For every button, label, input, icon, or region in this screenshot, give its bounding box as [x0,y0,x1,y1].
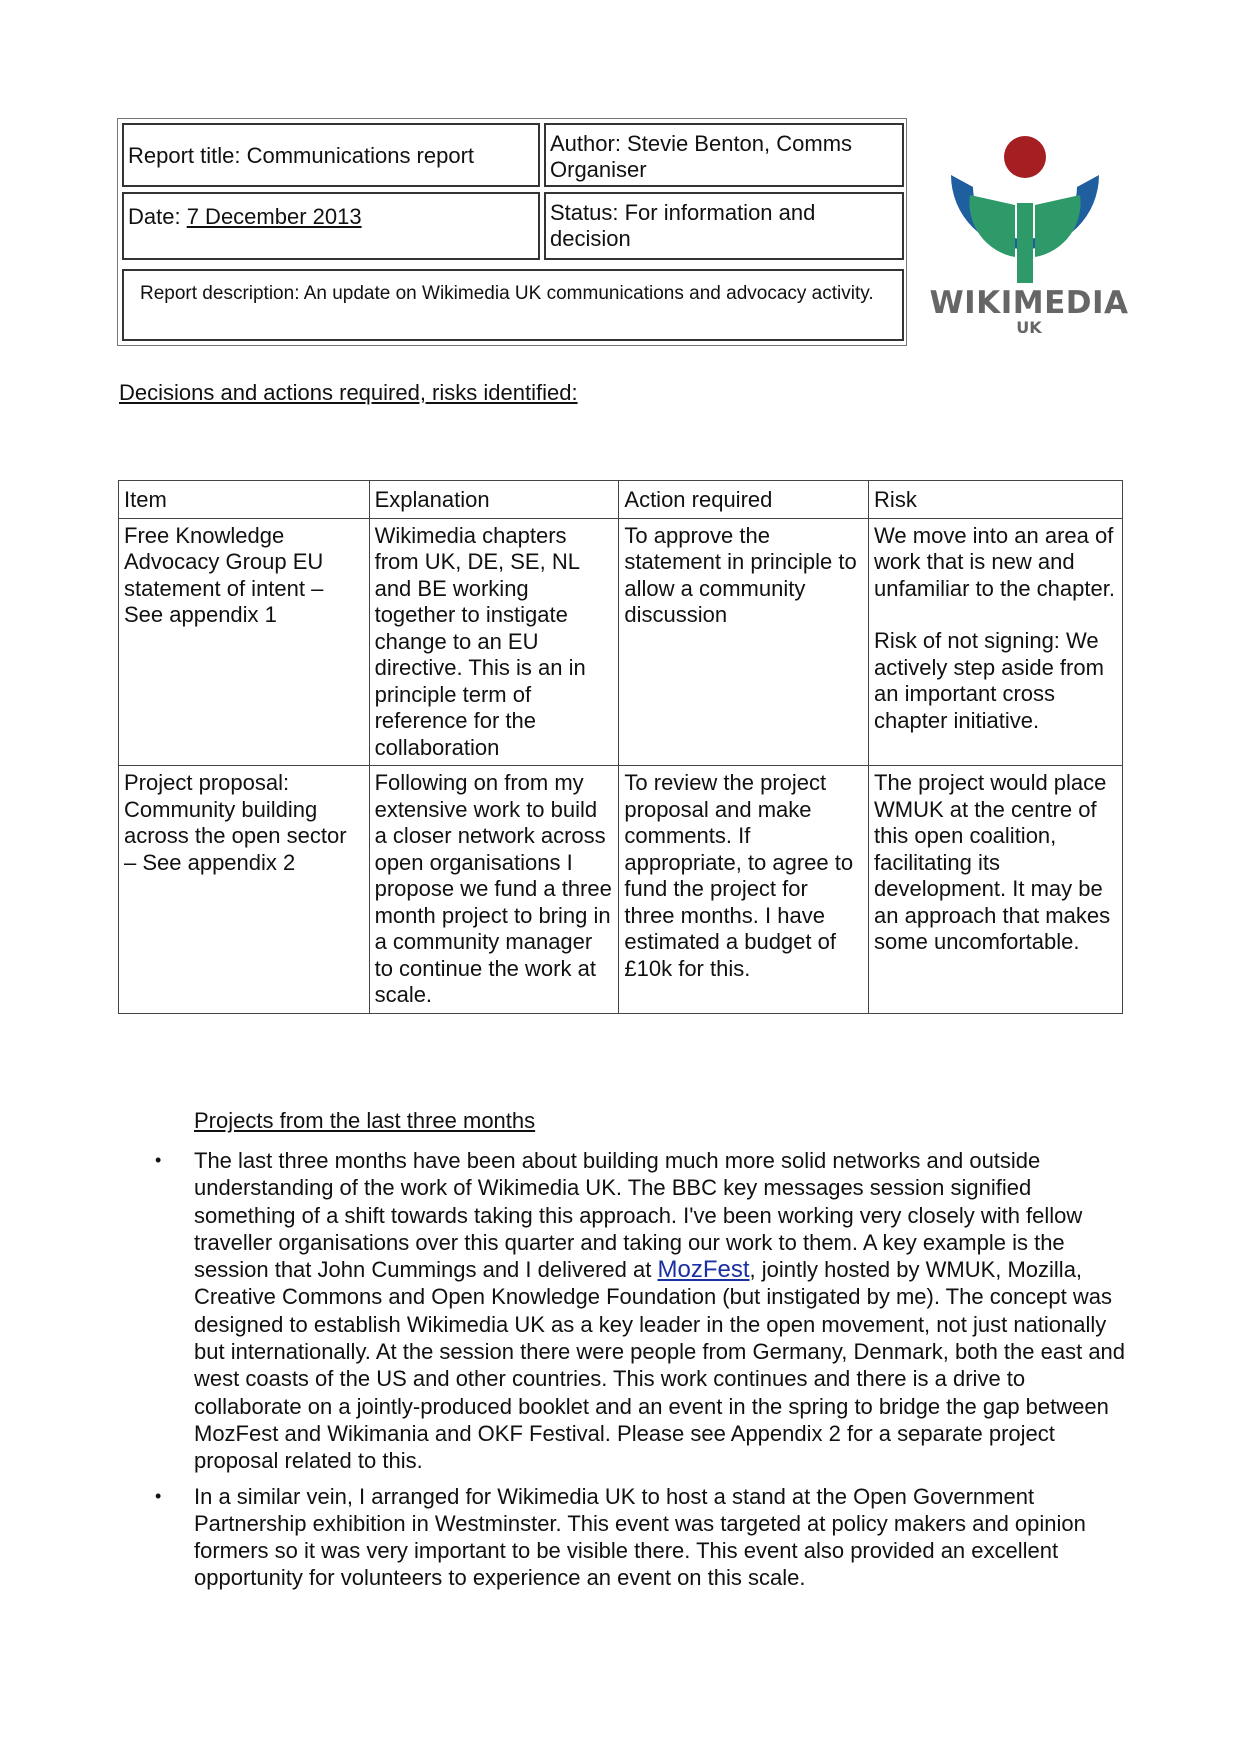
cell-item: Project proposal: Community building across the open sector – See appendix 2 [119,766,370,1014]
cell-explanation: Following on from my extensive work to build a closer network across open organisations I propose we fund a three month project to bring in a community manager to continue the work at scale. [369,766,619,1014]
bullet-icon: • [155,1150,162,1170]
logo-wordmark: WIKIMEDIA [929,285,1129,321]
list-item: • In a similar vein, I arranged for Wikimedia UK to host a stand at the Open Government Partnership exhibition in Westminster. This event was targeted at policy makers and opinion formers so it was very important to be visible there. This event also provided an excellent opportunity for volunteers to experience an event on this scale. [155,1483,1086,1591]
logo-red-circle [1004,136,1046,178]
mozfest-link[interactable]: MozFest [657,1256,750,1284]
projects-heading: Projects from the last three months [194,1108,536,1133]
logo-subtitle: UK [1016,318,1042,337]
report-header [117,118,907,346]
report-description: Report description: An update on Wikimedia UK communications and advocacy activity. [122,269,904,341]
table-row [119,766,1123,1014]
cell-action: To review the project proposal and make comments. If appropriate, to agree to fund the project for three months. I have estimated a budget of £10k for this. [619,766,869,1014]
risk-text: Risk of not signing: We actively step aside from an important cross chapter initiative. [874,628,1104,733]
table-row [119,518,1123,766]
column-header: Explanation [369,481,619,519]
table-header-row [119,481,1123,519]
decisions-table [118,480,1123,1014]
cell-item: Free Knowledge Advocacy Group EU statement of intent – See appendix 1 [119,518,370,766]
report-status: Status: For information and decision [544,192,904,260]
projects-list [150,1147,1135,1600]
bullet-icon: • [155,1485,162,1506]
report-title: Report title: Communications report [122,123,540,187]
column-header: Risk [869,481,1123,519]
cell-risk [869,518,1123,766]
risk-text: The project would place WMUK at the centre of this open coalition, facilitating its development. It may be an approach that makes some uncomfortable. [874,770,1111,954]
report-date-value: 7 December 2013 [186,204,362,229]
cell-risk [869,766,1123,1014]
report-author: Author: Stevie Benton, Comms Organiser [544,123,904,187]
logo-green-stem [1017,203,1033,283]
column-header: Action required [619,481,869,519]
cell-explanation: Wikimedia chapters from UK, DE, SE, NL and BE working together to instigate change to an EU directive. This is an in principle term of reference for the collaboration [369,518,619,766]
cell-action: To approve the statement in principle to allow a community discussion [619,518,869,766]
decisions-heading: Decisions and actions required, risks identified: [119,380,578,405]
list-item: • The last three months have been about building much more solid networks and outside understanding of the work of Wikimedia UK. The BBC key messages session signified something of a shift towards taking this approach. I've been working very closely with fellow traveller organisations over this quarter and taking our work to them. A key example is the session that John Cummings and I delivered at MozFest, jointly hosted by WMUK, Mozilla, Creative Commons and Open Knowledge Foundation (but instigated by me). The concept was designed to establish Wikimedia UK as a key leader in the open movement, not just nationally but internationally. At the session there were people from Germany, Denmark, both the east and west coasts of the US and other countries. This work continues and there is a drive to collaborate on a jointly-produced booklet and an event in the spring to bridge the gap between MozFest and Wikimania and OKF Festival. Please see Appendix 2 for a separate project proposal related to this. [155,1148,1126,1474]
report-date: Date: 7 December 2013 [122,192,540,260]
risk-text: We move into an area of work that is new and unfamiliar to the chapter. [874,522,1115,601]
column-header: Item [119,481,370,519]
